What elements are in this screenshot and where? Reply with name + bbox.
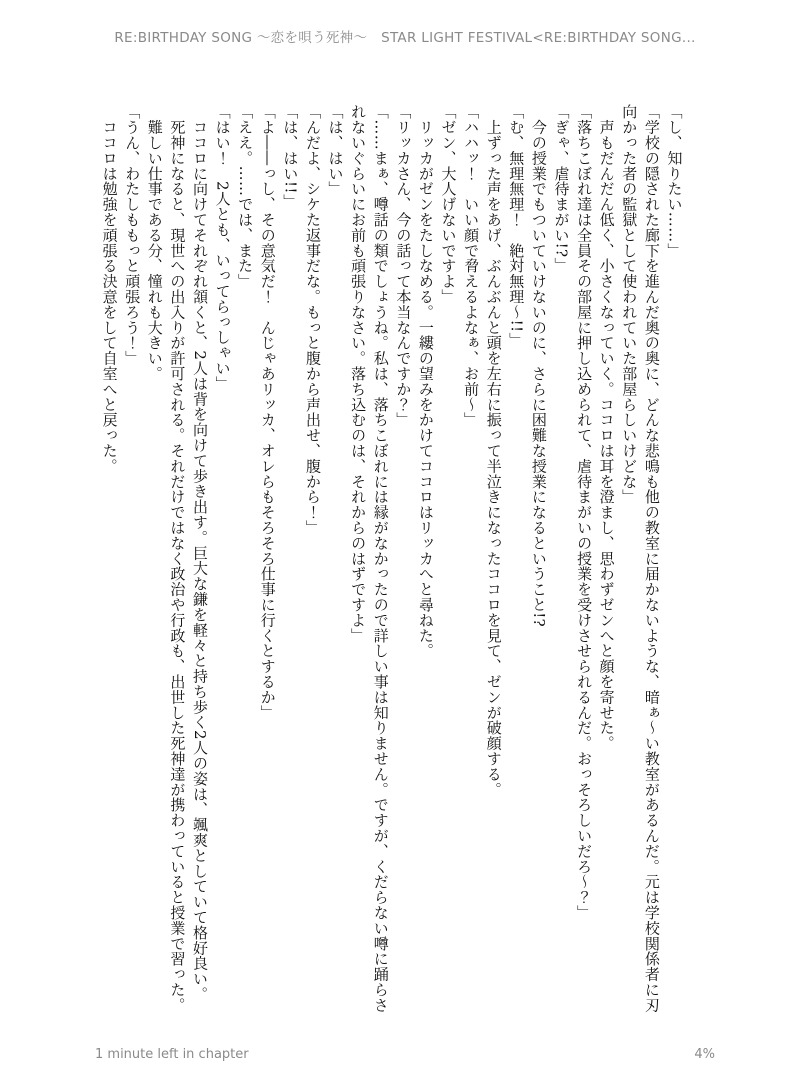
text-line: ココロは勉強を頑張る決意をして自室へと戻った。 xyxy=(100,104,119,474)
reading-progress-percent: 4% xyxy=(694,1047,715,1062)
text-line: 今の授業でもついていけないのに、さらに困難な授業になるということ!? xyxy=(529,104,548,628)
text-line: 「は、はい!!」 xyxy=(281,104,300,210)
text-line: 「うん、わたしももっと頑張ろう！」 xyxy=(123,104,142,366)
text-line: 「よ――っし、その意気だ！ んじゃあリッカ、オレらもそろそろ仕事に行くとするか」 xyxy=(258,104,277,720)
book-title-header: RE:BIRTHDAY SONG 〜恋を唄う死神〜 STAR LIGHT FESTIVAL<RE:BIRTHDAY SONG... xyxy=(114,30,696,46)
text-line: ココロに向けてそれぞれ頷くと、2人は背を向けて歩き出す。巨大な鎌を軽々と持ち歩く2人の姿は、颯爽としていて格好良い。 xyxy=(190,104,209,1002)
text-line: リッカがゼンをたしなめる。一縷の望みをかけてココロはリッカへと尋ねた。 xyxy=(416,104,435,659)
text-line: 「はい！ 2人とも、いってらっしゃい」 xyxy=(213,104,232,392)
vertical-text-block xyxy=(98,104,685,1016)
text-line: 「ゼン、大人げないですよ」 xyxy=(439,104,458,305)
text-line: 声もだんだん低く、小さくなっていく。ココロは耳を澄まし、思わずゼンへと顔を寄せた。 xyxy=(597,104,616,751)
text-line: 「ぎゃ、虐待まがい!?」 xyxy=(552,104,571,273)
text-line: 上ずった声をあげ、ぶんぶんと頭を左右に振って半泣きになったココロを見て、ゼンが破顔する。 xyxy=(484,104,503,797)
text-line: 「学校の隠された廊下を進んだ奥の奥に、どんな悲鳴も他の教室に届かないような、暗ぁ〜い教室があるんだ。元は学校関係者に刃向かった者の監獄として使われていた部屋らしいけどな」 xyxy=(620,104,661,1013)
text-line: 「リッカさん、今の話って本当なんですか？」 xyxy=(394,104,413,428)
text-line: 「む、無理無理！ 絶対無理〜!!」 xyxy=(507,104,526,348)
text-line: 死神になると、現世への出入りが許可される。それだけではなく政治や行政も、出世した死神達が携わっていると授業で習った。 xyxy=(168,104,187,1013)
text-line: 「し、知りたい……」 xyxy=(665,104,684,258)
text-line: 「ハハッ！ いい顔で脅えるよなぁ、お前〜」 xyxy=(462,104,481,428)
chapter-time-remaining: 1 minute left in chapter xyxy=(95,1047,249,1062)
text-line: 「んだよ、シケた返事だな。もっと腹から声出せ、腹から！」 xyxy=(303,104,322,536)
text-line: 「……まぁ、噂話の類でしょうね。私は、落ちこぼれには縁がなかったので詳しい事は知りません。ですが、くだらない噂に踊らされないぐらいにお前も頑張りなさい。落ち込むのは、それからのはずですよ」 xyxy=(349,104,390,1013)
text-line: 「落ちこぼれ達は全員その部屋に押し込められて、虐待まがいの授業を受けさせられるんだ。おっそろしいだろ〜？」 xyxy=(575,104,594,921)
text-line: 「ええ。……では、また」 xyxy=(236,104,255,289)
page-text-area[interactable] xyxy=(98,104,718,1016)
text-line: 「は、はい」 xyxy=(326,104,345,197)
text-line: 難しい仕事である分、憧れも大きい。 xyxy=(145,104,164,382)
